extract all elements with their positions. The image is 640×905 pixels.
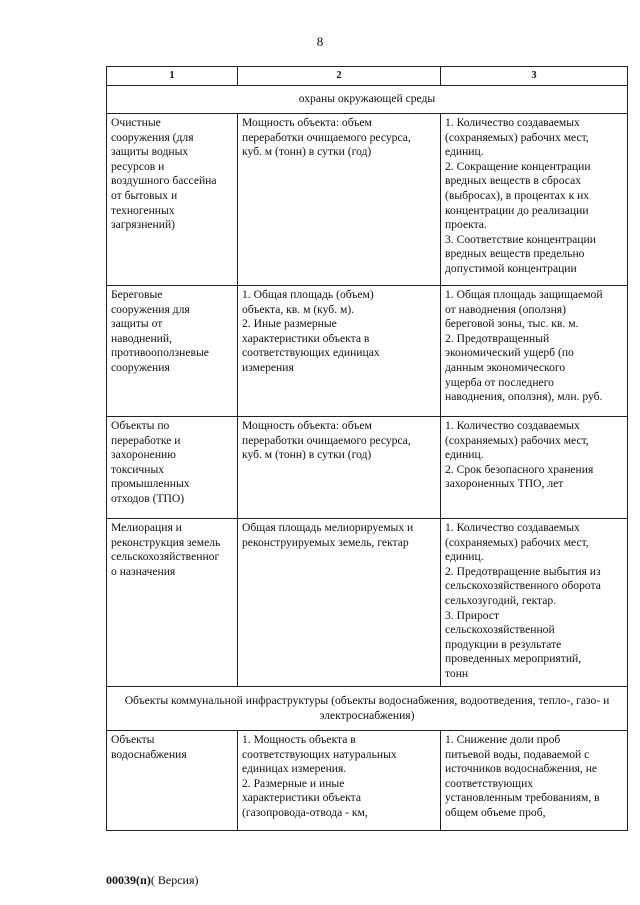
cell-line: Береговые [111, 288, 163, 301]
header-col-3: 3 [441, 67, 628, 86]
header-col-1: 1 [107, 67, 238, 86]
cell-line: характеристики объекта [242, 791, 361, 805]
cell-line: 3. Соответствие концентрации [445, 232, 596, 246]
table-cell-1 [107, 731, 238, 831]
table-cell-2 [238, 417, 441, 519]
cell-line: (сохраняемых) рабочих мест, [445, 130, 589, 144]
table-cell-2 [238, 114, 441, 286]
cell-line: 2. Предотвращенный [445, 331, 550, 345]
cell-line: Мощность объекта: объем [242, 419, 372, 432]
cell-line: измерения [242, 360, 294, 374]
cell-line: наводнений, [111, 331, 172, 345]
cell-line: (газопровода-отвода - км, [242, 805, 368, 819]
cell-line: от наводнения (оползня) [445, 302, 566, 316]
section-row-environment [107, 86, 628, 114]
cell-line: экономический ущерб (по [445, 346, 574, 360]
cell-line: соответствующих [445, 776, 534, 790]
table-cell-2 [238, 519, 441, 687]
cell-line: захороненных ТПО, лет [445, 477, 564, 491]
cell-line: береговой зоны, тыс. кв. м. [445, 317, 579, 331]
cell-line: 2. Срок безопасного хранения [445, 462, 594, 476]
cell-line: захоронению [111, 448, 176, 462]
table-cell-1 [107, 417, 238, 519]
table-header-row [107, 67, 628, 86]
cell-line: соответствующих натуральных [242, 747, 397, 761]
table-cell-2 [238, 286, 441, 417]
cell-line: 1. Количество создаваемых [445, 419, 580, 432]
cell-line: реконструируемых земель, гектар [242, 535, 409, 549]
cell-line: 3. Прирост [445, 608, 500, 622]
table-cell-3 [441, 519, 628, 687]
table-cell-3 [441, 417, 628, 519]
cell-line: защиты от [111, 317, 163, 331]
cell-line: (сохраняемых) рабочих мест, [445, 433, 589, 447]
cell-line: единицах измерения. [242, 762, 347, 776]
cell-line: сооружения для [111, 302, 190, 316]
cell-line: техногенных [111, 203, 175, 217]
cell-line: Объекты [111, 733, 155, 746]
cell-line: сельхозугодий, гектар. [445, 593, 557, 607]
table-row [107, 114, 628, 286]
cell-line: от бытовых и [111, 188, 178, 202]
cell-line: противооползневые [111, 346, 209, 360]
cell-line: о назначения [111, 564, 176, 578]
cell-line: 1. Мощность объекта в [242, 733, 356, 746]
table-cell-1 [107, 114, 238, 286]
cell-line: 2. Иные размерные [242, 317, 337, 331]
cell-line: сельскохозяйственного оборота [445, 579, 601, 593]
table-row [107, 519, 628, 687]
cell-line: (сохраняемых) рабочих мест, [445, 535, 589, 549]
cell-line: 1. Количество создаваемых [445, 116, 580, 129]
table-cell-2 [238, 731, 441, 831]
header-col-2: 2 [238, 67, 441, 86]
cell-line: 1. Снижение доли проб [445, 733, 561, 746]
indicators-table [106, 66, 628, 831]
cell-line: единиц. [445, 448, 484, 462]
table-row [107, 286, 628, 417]
cell-line: токсичных [111, 462, 165, 476]
cell-line: установленным требованиям, в [445, 791, 600, 805]
cell-line: источников водоснабжения, не [445, 762, 598, 776]
section-title: охраны окружающей среды [107, 86, 628, 114]
cell-line: продукции в результате [445, 637, 562, 651]
cell-line: переработке и [111, 433, 181, 447]
cell-line: куб. м (тонн) в сутки (год) [242, 448, 372, 462]
cell-line: объекта, кв. м (куб. м). [242, 302, 355, 316]
section-title: Объекты коммунальной инфраструктуры (объекты водоснабжения, водоотведения, тепло-, газо- и электроснабжения) [107, 687, 628, 731]
cell-line: Мощность объекта: объем [242, 116, 372, 129]
cell-line: 2. Сокращение концентрации [445, 159, 591, 173]
cell-line: ущерба от последнего [445, 375, 554, 389]
cell-line: воздушного бассейна [111, 174, 217, 188]
cell-line: вредных веществ предельно [445, 247, 585, 261]
cell-line: Очистные [111, 116, 161, 129]
table-row [107, 417, 628, 519]
cell-line: куб. м (тонн) в сутки (год) [242, 145, 372, 159]
cell-line: общем объеме проб, [445, 805, 546, 819]
table-cell-3 [441, 114, 628, 286]
cell-line: переработки очищаемого ресурса, [242, 130, 411, 144]
table-row [107, 731, 628, 831]
cell-line: тонн [445, 666, 469, 680]
cell-line: характеристики объекта в [242, 331, 370, 345]
section-row-utilities [107, 687, 628, 731]
cell-line: промышленных [111, 477, 190, 491]
cell-line: Мелиорация и [111, 521, 182, 534]
cell-line: 2. Размерные и иные [242, 776, 345, 790]
cell-line: сооружения (для [111, 130, 194, 144]
document-code [106, 873, 199, 888]
cell-line: 1. Общая площадь (объем) [242, 288, 374, 301]
cell-line: питьевой воды, подаваемой с [445, 747, 590, 761]
cell-line: Общая площадь мелиорируемых и [242, 521, 414, 534]
table-cell-1 [107, 519, 238, 687]
cell-line: проведенных мероприятий, [445, 652, 582, 666]
document-version: ( Версия) [150, 873, 199, 887]
cell-line: сооружения [111, 360, 170, 374]
cell-line: ресурсов и [111, 159, 165, 173]
cell-line: 2. Предотвращение выбытия из [445, 564, 601, 578]
cell-line: соответствующих единицах [242, 346, 380, 360]
cell-line: водоснабжения [111, 747, 187, 761]
cell-line: единиц. [445, 550, 484, 564]
cell-line: Объекты по [111, 419, 170, 432]
document-code-number: 00039(п) [106, 873, 151, 887]
page-number: 8 [316, 34, 324, 49]
cell-line: данным экономического [445, 360, 566, 374]
cell-line: допустимой концентрации [445, 261, 577, 275]
cell-line: проекта. [445, 218, 487, 232]
cell-line: отходов (ТПО) [111, 491, 185, 505]
cell-line: (выбросах), в процентах к их [445, 188, 590, 202]
table-cell-3 [441, 731, 628, 831]
cell-line: единиц. [445, 145, 484, 159]
cell-line: сельскохозяйственног [111, 550, 220, 564]
table-cell-3 [441, 286, 628, 417]
cell-line: 1. Количество создаваемых [445, 521, 580, 534]
cell-line: реконструкция земель [111, 535, 221, 549]
cell-line: сельскохозяйственной [445, 623, 555, 637]
table-cell-1 [107, 286, 238, 417]
cell-line: загрязнений) [111, 218, 176, 232]
cell-line: наводнения, оползня), млн. руб. [445, 390, 603, 404]
cell-line: концентрации до реализации [445, 203, 589, 217]
cell-line: переработки очищаемого ресурса, [242, 433, 411, 447]
cell-line: вредных веществ в сбросах [445, 174, 582, 188]
cell-line: защиты водных [111, 145, 189, 159]
cell-line: 1. Общая площадь защищаемой [445, 288, 603, 301]
